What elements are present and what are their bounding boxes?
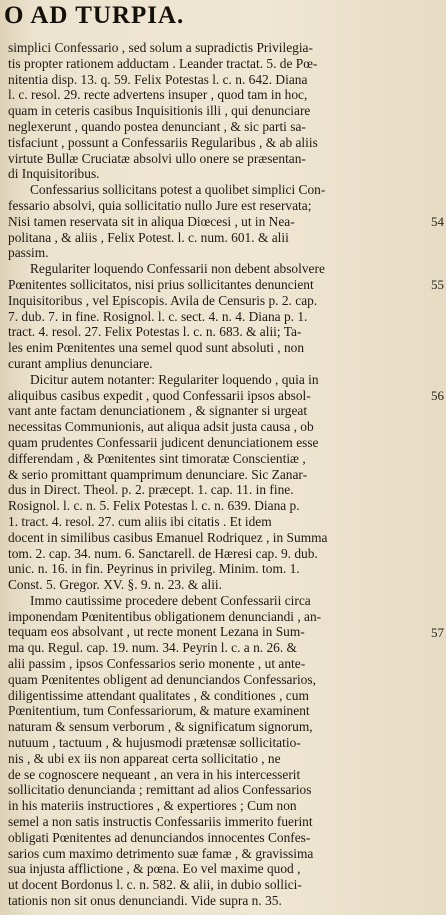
text-line: in his materiis instructiores , & expertiores ; Cum non <box>8 798 297 814</box>
text-line: Nisi tamen reservata sit in aliqua Diœcesi , ut in Nea- <box>8 213 295 229</box>
text-line: tis propter rationem adductam . Leander tractat. 5. de Pœ- <box>8 55 318 71</box>
text-line: 7. dub. 7. in fine. Rosignol. l. c. sect. 4. n. 4. Diana p. 1. <box>8 308 308 324</box>
text-line: Dicitur autem notanter: Regulariter loquendo , quia in <box>30 371 319 387</box>
text-line: quam in ceteris casibus Inquisitionis illi , qui denunciare <box>8 103 311 119</box>
text-line: obligati Pœnitentes ad denunciandos innocentes Confes- <box>8 829 311 845</box>
text-line: tisfaciunt , possunt a Confessariis Regularibus , & ab aliis <box>8 134 318 150</box>
text-line: tequam eos absolvant , ut recte monent Lezana in Sum- <box>8 624 305 640</box>
text-line: les enim Pœnitentes una semel quod sunt absoluti , non <box>8 340 305 356</box>
text-line: di Inquisitoribus. <box>8 166 100 182</box>
margin-number: 55 <box>431 277 444 292</box>
text-line: ut docent Bordonus l. c. n. 582. & alii, in dubio sollici- <box>8 877 302 893</box>
text-line: nitentia disp. 13. q. 59. Felix Potestas l. c. n. 642. Diana <box>8 71 308 87</box>
margin-number: 57 <box>431 624 444 640</box>
text-line: Confessarius sollicitans potest a quolibet simplici Con- <box>30 182 326 198</box>
text-line: necessitas Communionis, aut aliqua adsit justa causa , ob <box>8 419 314 435</box>
text-line: Const. 5. Gregor. XV. §. 9. n. 23. & alii. <box>8 577 222 593</box>
text-line: l. c. resol. 29. recte advertens insuper , quod tam in hoc, <box>8 87 308 103</box>
text-line: unic. n. 16. in fin. Peyrinus in privileg. Minim. tom. 1. <box>8 561 300 577</box>
text-line: vant ante factam denunciationem , & signanter si urgeat <box>8 403 308 419</box>
text-line: de se cognoscere nequeant , an vera in his intercesserit <box>8 766 301 782</box>
text-line: sarios cum maximo detrimento suæ famæ , & gravissima <box>8 845 314 861</box>
margin-number: 54 <box>431 213 444 229</box>
text-line: neglexerunt , quando postea denunciant , & sic parti sa- <box>8 118 306 134</box>
text-line: quam prudentes Confessarii judicent denunciationem esse <box>8 434 319 450</box>
text-line: curant amplius denunciare. <box>8 355 153 371</box>
text-line: & serio promittant quamprimum denunciare. Sic Zanar- <box>8 466 308 482</box>
text-line: passim. <box>8 245 49 261</box>
text-line: tract. 4. resol. 27. Felix Potestas l. c. n. 683. & alii; Ta- <box>8 324 302 340</box>
text-line: sua injusta afflictione , & pœna. Eo vel maxime quod , <box>8 861 301 877</box>
text-line: virtute Bullæ Cruciatæ absolvi ullo onere se præsentan- <box>8 150 306 166</box>
text-line: differendam , & Pœnitentes sint timoratæ Conscientiæ , <box>8 450 306 466</box>
text-line: tationis non sit onus denunciandi. Vide supra n. 35. <box>8 893 282 909</box>
text-line: docent in similibus casibus Emanuel Rodriquez , in Summa <box>8 529 328 545</box>
text-line: diligentissime attendant qualitates , & conditiones , cum <box>8 687 309 703</box>
text-line: naturam & sensum verborum , & significatum signorum, <box>8 719 313 735</box>
text-line: dus in Direct. Theol. p. 2. præcept. 1. cap. 11. in fine. <box>8 482 294 498</box>
text-line: imponendam Pœnitentibus obligationem denunciandi , an- <box>8 608 322 624</box>
text-line: Immo cautissime procedere debent Confessarii circa <box>30 592 311 608</box>
text-line: politana , & aliis , Felix Potest. l. c. num. 601. & alii <box>8 229 289 245</box>
text-line: 1. tract. 4. resol. 27. cum aliis ibi citatis . Et idem <box>8 513 272 529</box>
text-line: ma qu. Regul. cap. 19. num. 34. Peyrin l. c. a n. 26. & <box>8 640 297 656</box>
text-line: Rosignol. l. c. n. 5. Felix Potestas l. c. n. 639. Diana p. <box>8 498 300 514</box>
text-line: tom. 2. cap. 34. num. 6. Sanctarell. de Hæresi cap. 9. dub. <box>8 545 318 561</box>
text-line: Pœnitentium, tum Confessariorum, & mature examinent <box>8 703 310 719</box>
text-line: aliquibus casibus expedit , quod Confessarii ipsos absol- <box>8 387 311 403</box>
text-line: semel a non satis instructis Confessariis immerito fuerint <box>8 814 313 830</box>
text-line: fessario absolvi, quia sollicitatio nullo Jure est reservata; <box>8 197 312 213</box>
text-line: Regulariter loquendo Confessarii non debent absolvere <box>30 261 325 277</box>
text-line: alii passim , ipsos Confessarios serio monente , ut ante- <box>8 656 306 672</box>
margin-number: 56 <box>431 387 444 403</box>
text-line: quam Pœnitentes obligent ad denunciandos Confessarios, <box>8 671 316 687</box>
text-line: Pœnitentes sollicitatos, nisi prius sollicitantes denuncient <box>8 276 314 292</box>
text-line: nutuum , tactuum , & hujusmodi prætensæ sollicitatio- <box>8 735 301 751</box>
text-line: sollicitatio denuncianda ; remittant ad alios Confessarios <box>8 782 312 798</box>
text-line: simplici Confessario , sed solum a supradictis Privilegia- <box>8 40 313 55</box>
body-text <box>8 40 426 909</box>
running-header: O AD TURPIA. <box>4 2 185 29</box>
text-line: nis , & ubi ex iis non appareat certa sollicitatio , ne <box>8 750 281 766</box>
text-line: Inquisitoribus , vel Episcopis. Avila de Censuris p. 2. cap. <box>8 292 318 308</box>
